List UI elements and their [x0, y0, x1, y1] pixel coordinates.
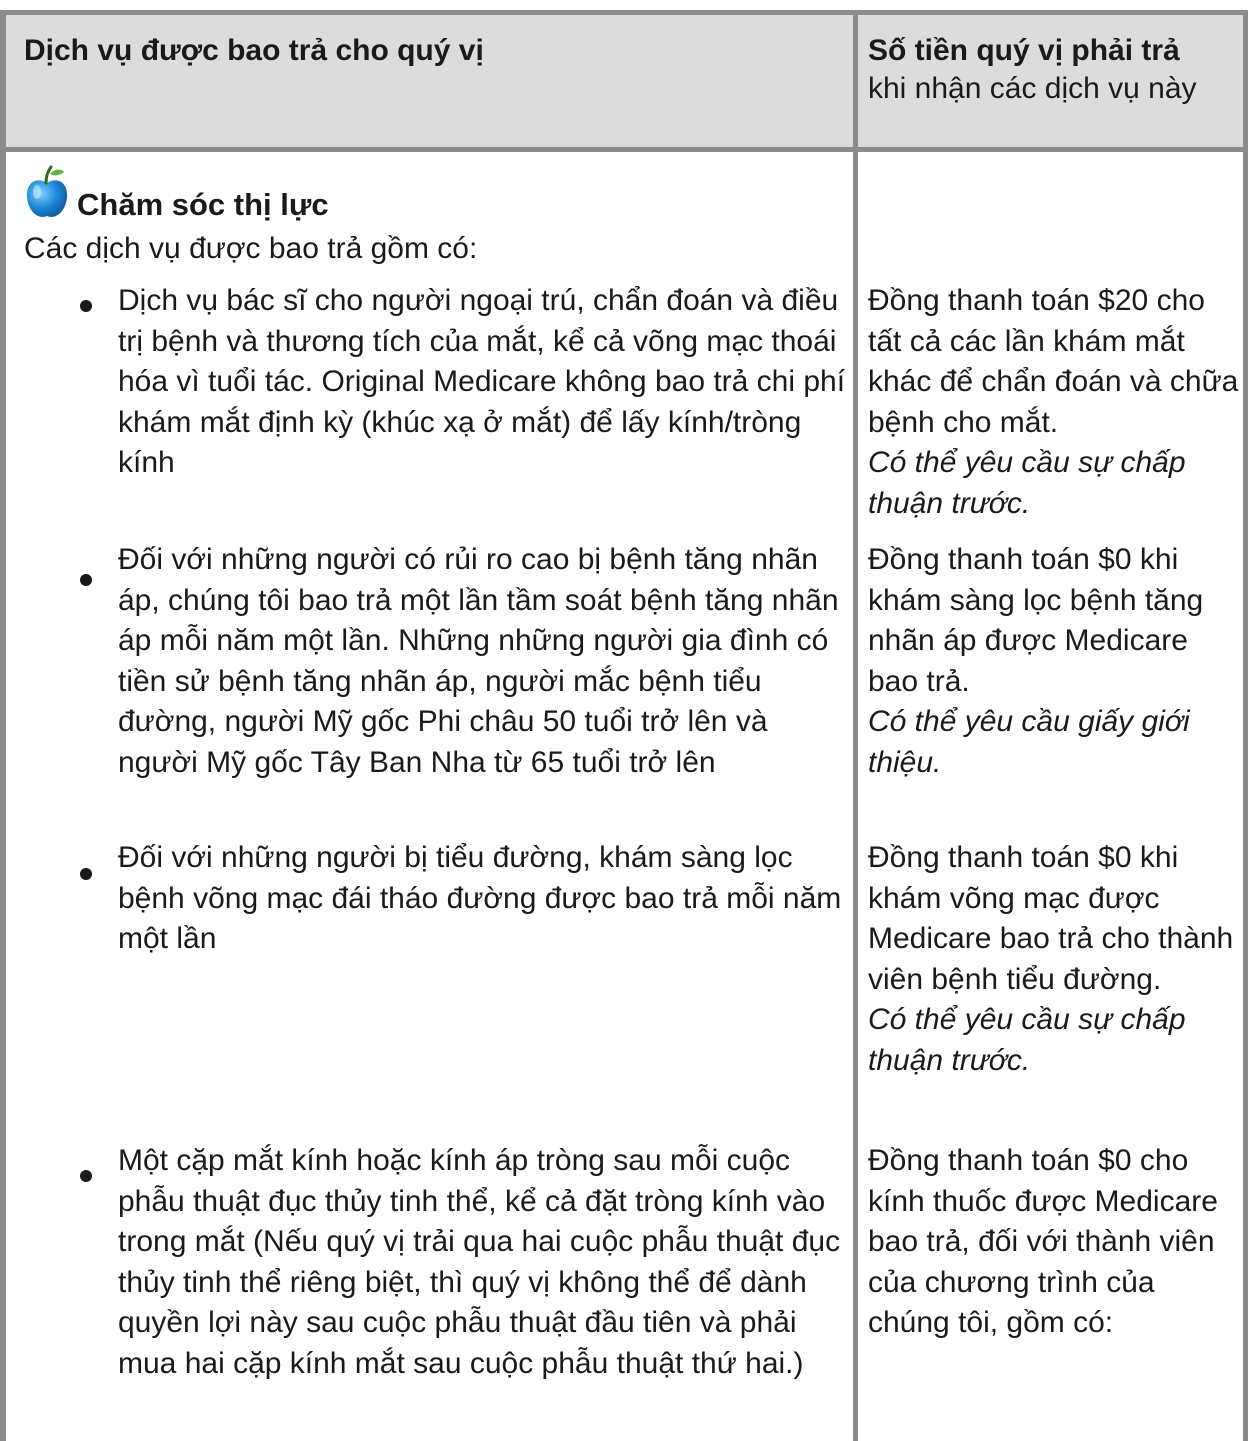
cost-item-3	[868, 838, 1240, 1081]
header-covered-services: Dịch vụ được bao trả cho quý vị	[24, 34, 484, 67]
cost-text-3: Đồng thanh toán $0 khi khám võng mạc được Medicare bao trả cho thành viên bệnh tiểu đường.	[868, 841, 1234, 996]
cost-note-3: Có thể yêu cầu sự chấp thuận trước.	[868, 1003, 1186, 1077]
header-amount-subtext: khi nhận các dịch vụ này	[868, 72, 1197, 105]
table-border-top	[0, 10, 1248, 15]
bullet-icon	[80, 574, 92, 586]
cost-text-1: Đồng thanh toán $20 cho tất cả các lần khám mắt khác để chẩn đoán và chữa bệnh cho mắt.	[868, 284, 1239, 439]
service-item-2: Đối với những người có rủi ro cao bị bệnh tăng nhãn áp, chúng tôi bao trả một lần tầm soát bệnh tăng nhãn áp mỗi năm một lần. Những những người gia đình có tiền sử bệnh tăng nhãn áp, người mắc bệnh tiểu đường, người Mỹ gốc Phi châu 50 tuổi trở lên và người Mỹ gốc Tây Ban Nha từ 65 tuổi trở lên	[118, 543, 839, 779]
table-border-left	[0, 10, 6, 1441]
service-item-3: Đối với những người bị tiểu đường, khám sàng lọc bệnh võng mạc đái tháo đường được bao trả mỗi năm một lần	[118, 841, 842, 955]
table-border-right	[1243, 10, 1248, 1441]
service-item-4: Một cặp mắt kính hoặc kính áp tròng sau mỗi cuộc phẫu thuật đục thủy tinh thể, kể cả đặt tròng kính vào trong mắt (Nếu quý vị trải qua hai cuộc phẫu thuật đục thủy tinh thể riêng biệt, thì quý vị không thể để dành quyền lợi này sau cuộc phẫu thuật đầu tiên và phải mua hai cặp kính mắt sau cuộc phẫu thuật thứ hai.)	[118, 1144, 841, 1380]
cost-note-2: Có thể yêu cầu giấy giới thiệu.	[868, 705, 1190, 779]
bullet-icon	[80, 300, 92, 312]
cost-item-2	[868, 540, 1240, 783]
column-divider	[853, 10, 858, 1441]
cost-text-2: Đồng thanh toán $0 khi khám sàng lọc bệnh tăng nhãn áp được Medicare bao trả.	[868, 543, 1204, 698]
apple-icon	[24, 165, 70, 221]
bullet-icon	[80, 1170, 92, 1182]
cost-note-1: Có thể yêu cầu sự chấp thuận trước.	[868, 446, 1186, 520]
cost-item-4	[868, 1141, 1240, 1344]
section-title: Chăm sóc thị lực	[77, 187, 329, 222]
cost-text-4: Đồng thanh toán $0 cho kính thuốc được Medicare bao trả, đối với thành viên của chương trình của chúng tôi, gồm có:	[868, 1144, 1218, 1339]
header-amount-bold: Số tiền quý vị phải trả	[868, 34, 1180, 67]
header-amount-you-pay	[868, 32, 1240, 108]
header-divider	[0, 147, 1248, 152]
section-intro: Các dịch vụ được bao trả gồm có:	[24, 232, 478, 265]
bullet-icon	[80, 868, 92, 880]
cost-item-1	[868, 281, 1240, 524]
service-item-1: Dịch vụ bác sĩ cho người ngoại trú, chẩn đoán và điều trị bệnh và thương tích của mắt, kể cả võng mạc thoái hóa vì tuổi tác. Original Medicare không bao trả chi phí khám mắt định kỳ (khúc xạ ở mắt) để lấy kính/tròng kính	[118, 284, 846, 479]
benefits-table	[0, 10, 1248, 1441]
